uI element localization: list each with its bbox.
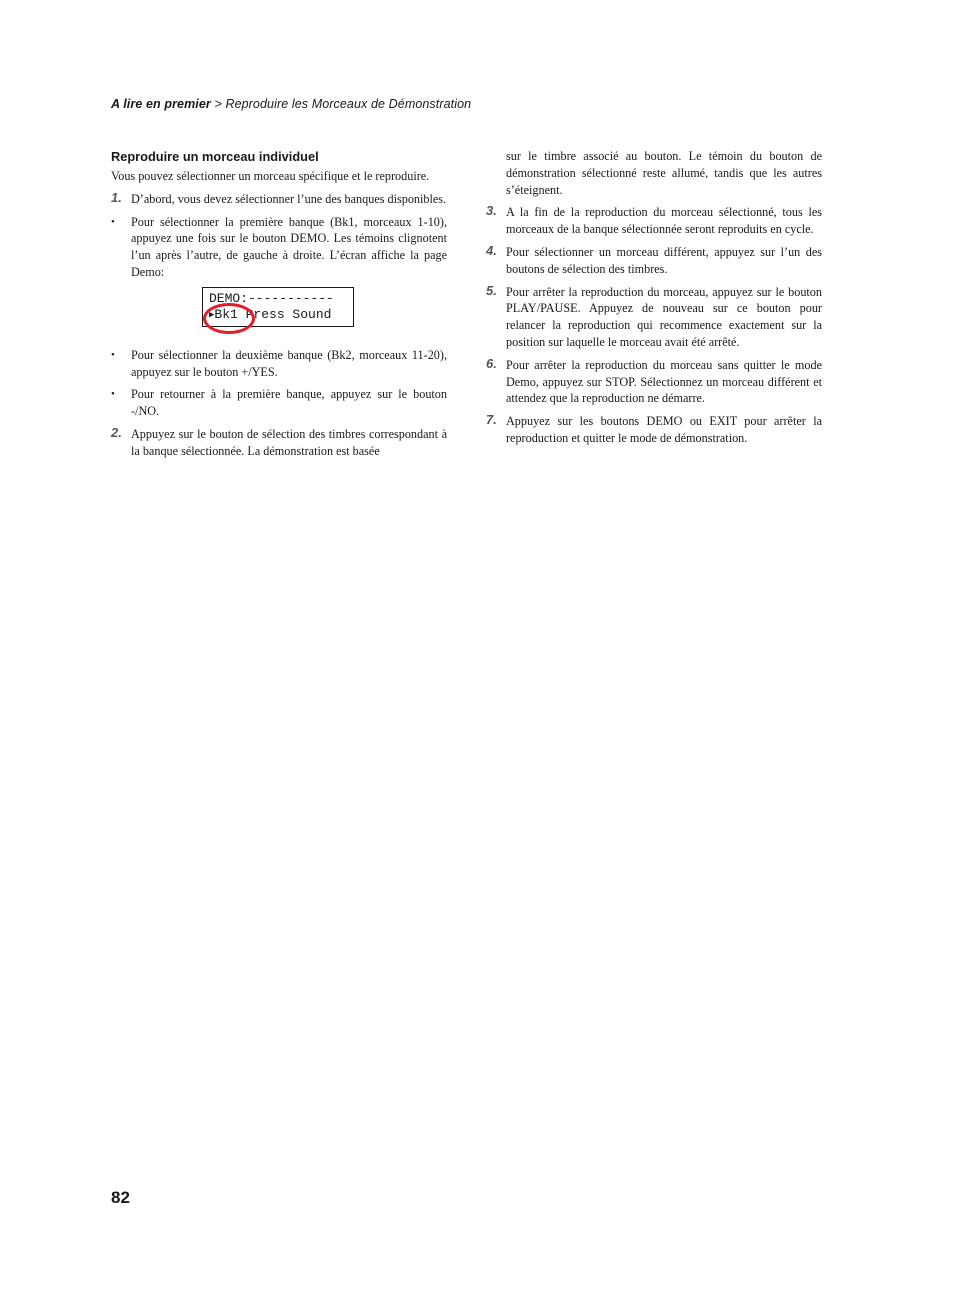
lcd-arrow-icon: ▶ [209,309,215,320]
intro-paragraph: Vous pouvez sélectionner un morceau spécifique et le reproduire. [111,169,430,183]
bullet-icon: • [111,388,115,401]
step-4 [486,244,822,278]
section-title: Reproduire un morceau individuel [111,149,319,164]
bullet-item-bank1 [111,214,447,281]
step-2-continuation: sur le timbre associé au bouton. Le témoin du bouton de démonstration sélectionné reste allumé, tandis que les autres s’éteignent. [506,149,822,197]
step-text: D’abord, vous devez sélectionner l’une des banques disponibles. [131,191,447,206]
step-number: 6. [486,355,497,371]
step-text: Pour arrêter la reproduction du morceau, appuyez sur le bouton PLAY/PAUSE. Appuyez de nouveau sur ce bouton pour relancer la reproduction qui recommence exactement sur la position sur laquelle le morceau avait été arrêté. [506,284,822,349]
step-7 [486,413,822,447]
lcd-figure [111,287,447,337]
running-header [111,97,471,111]
page-number: 82 [111,1188,130,1207]
step-text: Appuyez sur les boutons DEMO ou EXIT pour arrêter la reproduction et quitter le mode de démonstration. [506,414,822,445]
bullet-text: Pour sélectionner la deuxième banque (Bk2, morceaux 11-20), appuyez sur le bouton +/YES. [131,347,447,379]
bullet-text: Pour retourner à la première banque, appuyez sur le bouton -/NO. [131,387,447,419]
lcd-line-2-text: Bk1 Press Sound [214,306,332,322]
lcd-line-1: DEMO:----------- [209,290,334,306]
step-text: Pour arrêter la reproduction du morceau sans quitter le mode Demo, appuyez sur STOP. Sélectionnez un morceau différent et attendez que la reproduction ne démarre. [506,357,822,406]
step-number: 1. [111,189,122,205]
bullet-text: Pour sélectionner la première banque (Bk1, morceaux 1-10), appuyez une fois sur le bouton DEMO. Les témoins clignotent l’un après l’autre, de gauche à droite. L’écran affiche la page Demo: [131,214,447,279]
step-text: A la fin de la reproduction du morceau sélectionné, tous les morceaux de la banque sélectionnée seront reproduits en cycle. [506,205,822,237]
step-2 [111,426,447,460]
bullet-icon: • [111,215,115,228]
bullet-item-return [111,386,447,420]
step-1 [111,191,447,208]
step-number: 4. [486,242,497,258]
step-number: 2. [111,424,122,440]
bullet-icon: • [111,348,115,361]
highlight-circle [203,303,255,334]
step-6 [486,357,822,407]
header-page-title: Reproduire les Morceaux de Démonstration [225,97,472,111]
header-section: A lire en premier [111,97,211,111]
step-number: 3. [486,203,497,219]
step-text: Appuyez sur le bouton de sélection des timbres correspondant à la banque sélectionnée. La démonstration est basée [131,426,447,458]
bullet-item-bank2 [111,347,447,381]
right-column [486,148,822,453]
step-text: Pour sélectionner un morceau différent, appuyez sur l’un des boutons de sélection des timbres. [506,244,822,276]
step-5 [486,284,822,351]
step-number: 5. [486,282,497,298]
header-separator: > [210,97,226,111]
step-3 [486,204,822,238]
left-column [111,148,447,466]
step-number: 7. [486,412,497,428]
